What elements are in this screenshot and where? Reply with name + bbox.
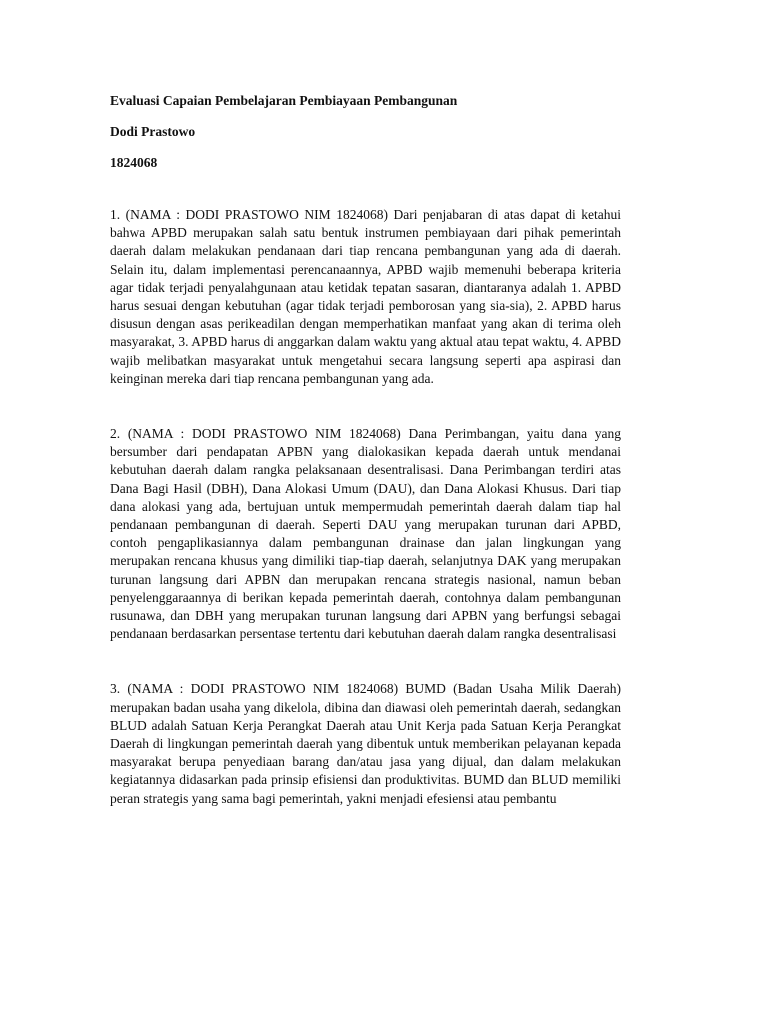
paragraph-3: 3. (NAMA : DODI PRASTOWO NIM 1824068) BUMD (Badan Usaha Milik Daerah) merupakan badan usaha yang dikelola, dibina dan diawasi oleh pemerintah daerah, sedangkan BLUD adalah Satuan Kerja Perangkat Daerah atau Unit Kerja pada Satuan Kerja Perangkat Daerah di lingkungan pemerintah daerah yang dibentuk untuk memberikan pelayanan kepada masyarakat berupa penyediaan barang dan/atau jasa yang dijual, dan dalam melakukan kegiatannya didasarkan pada prinsip efisiensi dan produktivitas. BUMD dan BLUD memiliki peran strategis yang sama bagi pemerintah, yakni menjadi efesiensi atau pembantu (110, 681, 621, 806)
paragraph-2: 2. (NAMA : DODI PRASTOWO NIM 1824068) Dana Perimbangan, yaitu dana yang bersumber dari pendapatan APBN yang dialokasikan kepada daerah untuk mendanai kebutuhan daerah dalam rangka pelaksanaan desentralisasi. Dana Perimbangan terdiri atas Dana Bagi Hasil (DBH), Dana Alokasi Umum (DAU), dan Dana Alokasi Khusus. Dari tiap dana alokasi yang ada, bertujuan untuk mempermudah pemerintah daerah dalam tiap hal pendanaan pembangunan di daerah. Seperti DAU yang merupakan turunan dari APBD, contoh pengaplikasiannya dalam pembangunan drainase dan jalan lingkungan yang merupakan rencana khusus yang dimiliki tiap-tiap daerah, selanjutnya DAK yang merupakan turunan langsung dari APBN dan merupakan rencana strategis nasional, namun beban penyelenggaraannya di berikan kepada pemerintah daerah, contohnya dalam pembangunan rusunawa, dan DBH yang merupakan turunan langsung dari APBN yang berfungsi sebagai pendanaan berdasarkan persentase tertentu dari kebutuhan daerah dalam rangka desentralisasi (110, 426, 621, 642)
student-id: 1824068 (110, 155, 158, 170)
author-name: Dodi Prastowo (110, 124, 196, 139)
paragraph-1: 1. (NAMA : DODI PRASTOWO NIM 1824068) Dari penjabaran di atas dapat di ketahui bahwa APBD merupakan salah satu bentuk instrumen pembiayaan dari pihak pemerintah daerah dalam melakukan pendanaan dari tiap rencana pembangunan yang ada di daerah. Selain itu, dalam implementasi perencanaannya, APBD wajib memenuhi beberapa kriteria agar tidak terjadi penyalahgunaan atau ketidak tepatan sasaran, diantaranya adalah 1. APBD harus sesuai dengan kebutuhan (agar tidak terjadi pemborosan yang sia-sia), 2. APBD harus disusun dengan asas perikeadilan dengan memperhatikan manfaat yang akan di terima oleh masyarakat, 3. APBD harus di anggarkan dalam waktu yang aktual atau tepat waktu, 4. APBD wajib melibatkan masyarakat untuk mengetahui secara langsung seperti apa aspirasi dan keinginan mereka dari tiap rencana pembangunan yang ada. (110, 207, 621, 386)
document-title: Evaluasi Capaian Pembelajaran Pembiayaan Pembangunan (110, 93, 458, 108)
document-page (110, 92, 621, 808)
